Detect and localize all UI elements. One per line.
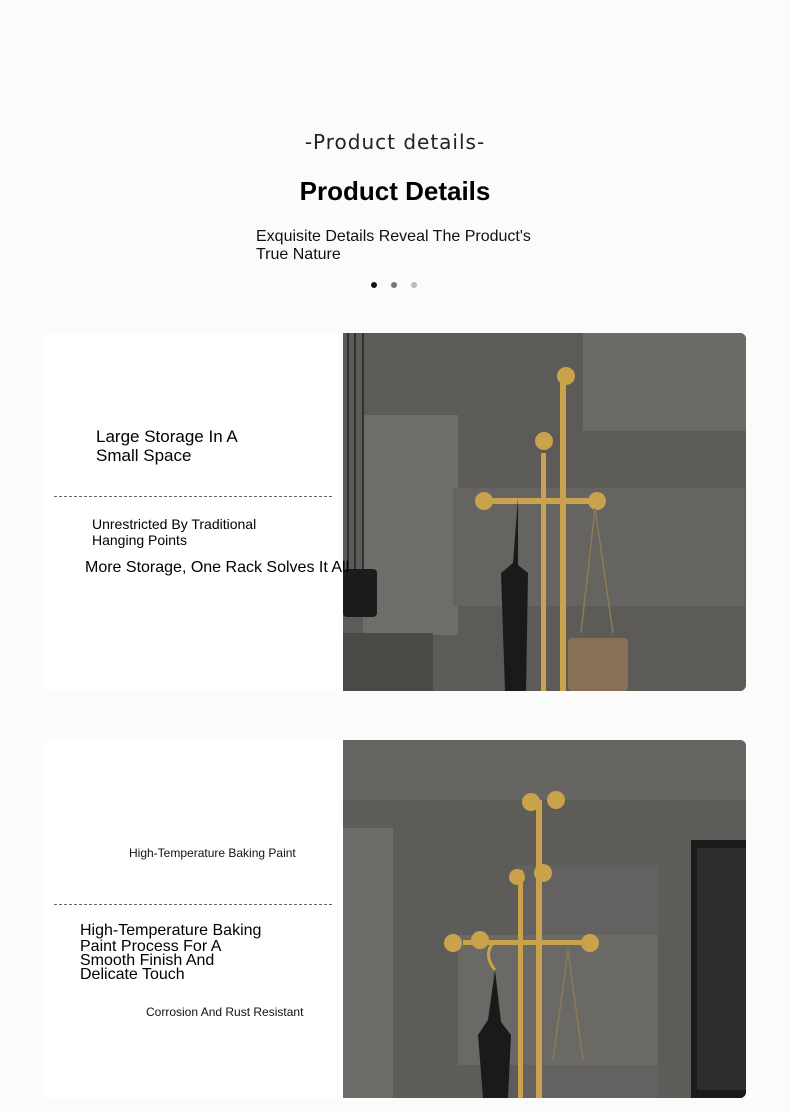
coat-rack-image-1 (343, 333, 746, 691)
storage-heading (96, 427, 316, 465)
paint-description (80, 922, 320, 982)
storage-subtext-line-2: Hanging Points (92, 532, 187, 548)
coat-rack-image-2 (343, 740, 746, 1098)
feature-card-storage (44, 333, 746, 691)
paint-desc-line-4: Delicate Touch (80, 966, 185, 983)
coat-rack-photo-2 (343, 740, 746, 1098)
storage-heading-line-2: Small Space (96, 446, 192, 465)
tagline-line-2: True Nature (256, 246, 341, 263)
carousel-dots (371, 282, 431, 290)
section-subtitle: -Product details- (304, 130, 486, 154)
paint-desc-line-1: High-Temperature Baking (80, 922, 262, 939)
page-title: Product Details (299, 176, 491, 206)
paint-label-bottom: Corrosion And Rust Resistant (146, 1005, 304, 1019)
storage-tagline: More Storage, One Rack Solves It All (85, 559, 350, 576)
storage-subtext-line-1: Unrestricted By Traditional (92, 516, 257, 532)
divider-2 (54, 904, 332, 905)
tagline-line-1: Exquisite Details Reveal The Product's (256, 228, 531, 245)
header-tagline (256, 228, 556, 264)
coat-rack-photo-1 (343, 333, 746, 691)
paint-desc-line-3: Smooth Finish And (80, 952, 215, 969)
divider-1 (54, 496, 332, 497)
dot-3[interactable] (411, 282, 417, 288)
feature-card-paint (44, 740, 746, 1098)
dot-2[interactable] (391, 282, 397, 288)
paint-label-top: High-Temperature Baking Paint (129, 846, 296, 860)
storage-heading-line-1: Large Storage In A (96, 427, 238, 446)
storage-subtext (92, 516, 332, 548)
dot-1[interactable] (371, 282, 377, 288)
paint-desc-line-2: Paint Process For A (80, 938, 222, 955)
